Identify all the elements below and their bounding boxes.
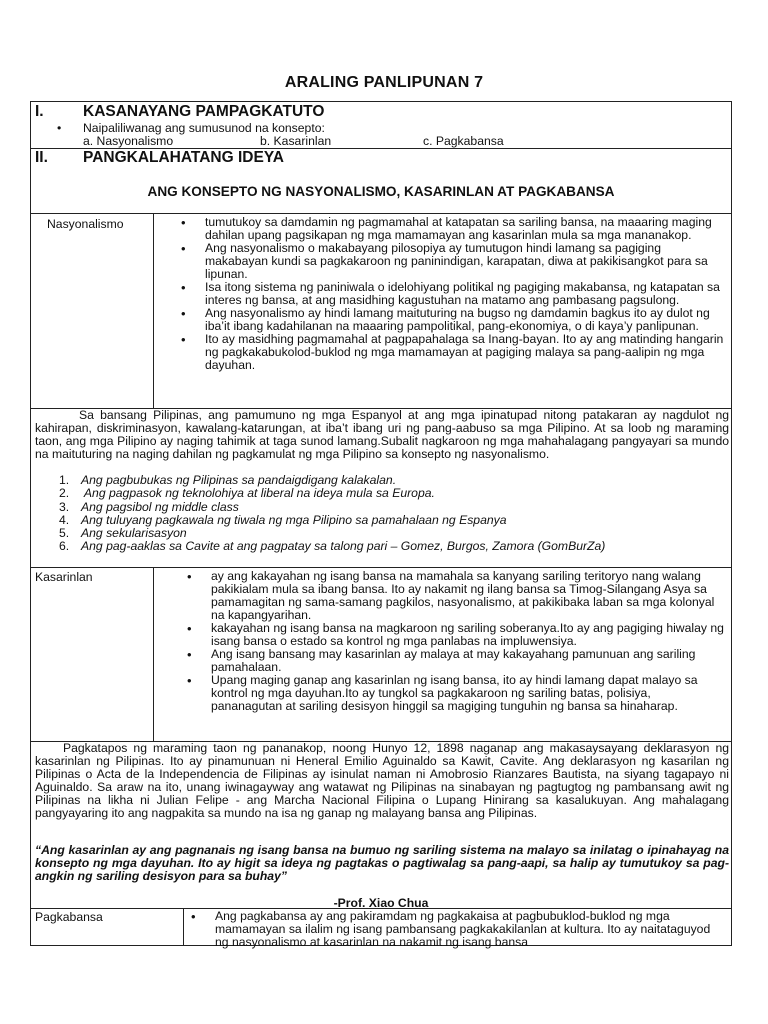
list-item: 2. Ang pagpasok ng teknolohiya at liberal na ideya mula sa Europa. <box>59 486 435 501</box>
divider <box>31 567 731 568</box>
kasarinlan-bullets <box>183 570 725 713</box>
deklarasyon-paragraph: Pagkatapos ng maraming taon ng pananakop, noong Hunyo 12, 1898 naganap ang makasaysayang deklarasyon ng kasarinlan ng Pilipinas. Ito ay pinamunuan ni Heneral Emilio Aguinaldo sa Kawit, Cavite. Ang deklarasyon ng kasarilan ng Pilipinas o Acta de la Independencia de Filipinas ay isinulat naman ni Amobrosio Rianzares Bautista, na siyang tagapayo ni Aguinaldo. Sa araw na ito, unang iwinagayway ang watawat ng Pilipinas na sinabayan ng pagtugtog ng pambansang awit ng Pilipinas na likha ni Julian Felipe - ang Marcha Nacional Filipina o Lupang Hinirang sa kasalukuyan. Ang mahalagang pangyayaring ito ang nagpakita sa mundo na isa ng ganap ng malayang bansa ang Pilipinas. <box>35 741 729 820</box>
column-divider <box>153 567 154 741</box>
column-divider <box>183 908 184 946</box>
column-divider <box>153 213 154 408</box>
quote-author: -Prof. Xiao Chua <box>333 896 429 910</box>
section-1-number: I. <box>35 103 44 120</box>
list-item: • kakayahan ng isang bansa na magkaroon ng sariling soberanya.Ito ay ang pagiging hiwalay ng isang bansa o estado sa kontrol ng mga panlabas na impluwensiya. <box>183 622 725 648</box>
list-item: 5. Ang sekularisasyon <box>59 526 187 541</box>
list-item: • Ang nasyonalismo o makabayang pilosopiya ay tumutugon hindi lamang sa pagiging makabayan kundi sa pagkakaroon ng paninindigan, karapatan, diwa at pakikisangkot para sa lipunan. <box>177 242 725 281</box>
nasyonalismo-bullets <box>177 216 725 372</box>
list-item: • Ang pagkabansa ay ang pakiramdam ng pagkakaisa at pagbubuklod-buklod ng mga mamamayan sa ilalim ng isang pambansang pagkakakilanlan at kultura. Ito ay naitataguyod ng nasyonalismo at kasarinlan na nakamit ng isang bansa <box>187 910 727 949</box>
section-1-title: KASANAYANG PAMPAGKATUTO <box>83 103 325 120</box>
list-item: 6. Ang pag-aaklas sa Cavite at ang pagpatay sa talong pari – Gomez, Burgos, Zamora (GomBurZa) <box>59 539 606 554</box>
kasarinlan-label: Kasarinlan <box>35 570 93 584</box>
list-item: • ay ang kakayahan ng isang bansa na mamahala sa kanyang sariling teritoryo nang walang pakikialam mula sa ibang bansa. Ito ay nakamit ng ilang bansa sa Timog-Silangang Asya sa pamamagitan ng sama-samang pagkilos, nasyonalismo, at pakikibaka laban sa mga kolonyal na kapangyarihan. <box>183 570 725 622</box>
divider <box>31 213 731 214</box>
section-2-heading <box>35 149 284 167</box>
mahalagang-pangyayari-list <box>59 474 605 554</box>
list-item: 4. Ang tuluyang pagkawala ng tiwala ng mga Pilipino sa pamahalaan ng Espanya <box>59 512 507 527</box>
pagkabansa-bullets <box>187 910 727 949</box>
section-1-bullet-text: Naipaliliwanag ang sumusunod na konsepto: <box>83 121 325 135</box>
pagkabansa-label: Pagkabansa <box>35 910 103 924</box>
document-title: ARALING PANLIPUNAN 7 <box>284 74 484 91</box>
list-item: • tumutukoy sa damdamin ng pagmamahal at katapatan sa sariling bansa, na maaaring maging dahilan upang pagsikapan ng mga mamamayan ang kasarinlan mula sa mga mananakop. <box>177 216 725 242</box>
concept-b: b. Kasarinlan <box>260 134 332 148</box>
quote: “Ang kasarinlan ay ang pagnanais ng isang bansa na bumuo ng sariling sistema na malayo sa inilatag o ipinahayag na konsepto ng mga dayuhan. Ito ay higit sa ideya ng pagtakas o pagtiwalag sa pang-aapi, sa halip ay tumutukoy sa pag-angkin ng sariling desisyon para sa buhay” <box>35 843 729 883</box>
section-2-number: II. <box>35 149 48 166</box>
content-table <box>30 101 732 949</box>
list-item: • Ang nasyonalismo ay hindi lamang maituturing na bugso ng damdamin bagkus ito ay dulot ng iba’it ibang kadahilanan na maaaring pampolitikal, pang-ekonomiya, o di kaya’y panlipunan. <box>177 307 725 333</box>
list-item: • Upang maging ganap ang kasarinlan ng isang bansa, ito ay hindi lamang dapat malayo sa kontrol ng mga dayuhan.Ito ay tungkol sa pagkakaroon ng sariling batas, polisiya, pananagutan at sariling desisyon hinggil sa magiging tunguhin ng bansa sa hinaharap. <box>183 674 725 713</box>
list-item: • Ang isang bansang may kasarinlan ay malaya at may kakayahang pamunuan ang sariling pamahalaan. <box>183 648 725 674</box>
bullet-icon: • <box>57 121 62 135</box>
section-2-subtitle: ANG KONSEPTO NG NASYONALISMO, KASARINLAN AT PAGKABANSA <box>147 184 615 199</box>
list-item: • Isa itong sistema ng paniniwala o idelohiyang politikal ng pagiging makabansa, ng katapatan sa interes ng bansa, at ang masidhing kagustuhan na matamo ang pambasang pagsulong. <box>177 281 725 307</box>
section-2-title: PANGKALAHATANG IDEYA <box>83 149 284 166</box>
concept-a: a. Nasyonalismo <box>83 134 174 148</box>
list-item: 1. Ang pagbubukas ng Pilipinas sa pandaigdigang kalakalan. <box>59 473 397 487</box>
concept-c: c. Pagkabansa <box>423 134 504 148</box>
nasyonalismo-label: Nasyonalismo <box>47 217 124 231</box>
list-item: 3. Ang pagsibol ng middle class <box>59 499 239 514</box>
section-1-heading <box>35 103 324 121</box>
pilipinas-paragraph: Sa bansang Pilipinas, ang pamumuno ng mga Espanyol at ang mga ipinatupad nitong patakaran ay nagdulot ng kahirapan, diskriminasyon, kawalang-katarungan, at iba’t ibang uri ng pang-aabuso sa mga Pilipino. At sa loob ng maraming taon, ang mga Pilipino ay naging tahimik at taga sunod lamang.Subalit nagkaroon ng mga mahahalagang pangyayari sa mundo na maituturing na naging dahilan ng pagkamulat ng mga Pilipino sa konsepto ng nasyonalismo. <box>35 408 729 461</box>
list-item: • Ito ay masidhing pagmamahal at pagpapahalaga sa Inang-bayan. Ito ay ang matinding hangarin ng pagkakabukolod-buklod ng mga mamamayan at pagiging malaya sa pang-aalipin ng mga dayuhan. <box>177 333 725 372</box>
